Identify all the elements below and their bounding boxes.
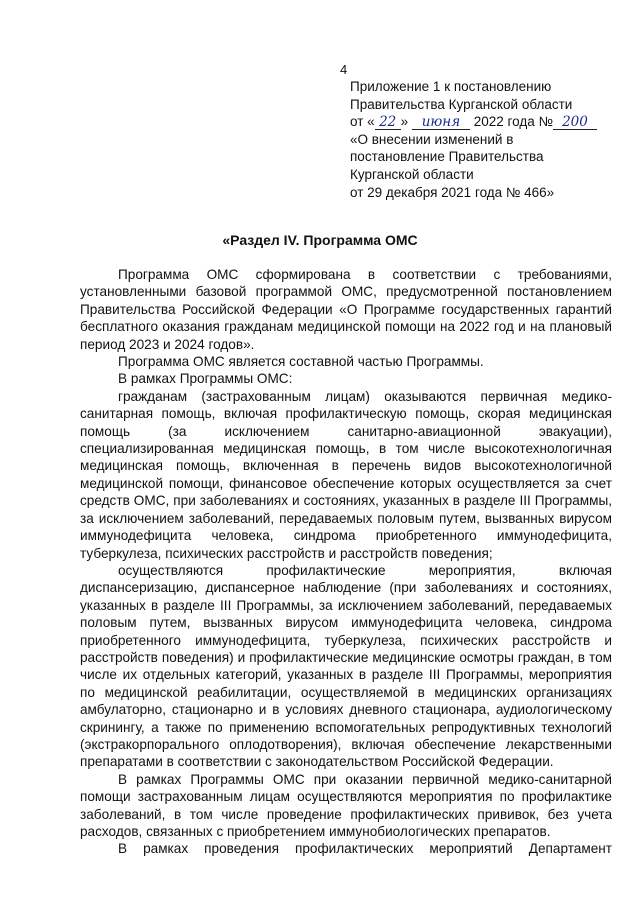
appendix-line-2: Правительства Курганской области [350, 96, 573, 112]
paragraph: В рамках Программы ОМС при оказании первичной медико-санитарной помощи застрахованным лицам осуществляются мероприятия по профилактике заболеваний, в том числе проведение профилактических прививок, без учета расходов, связанных с приобретением иммунобиологических препаратов. [80, 771, 612, 839]
appendix-line-4: «О внесении изменений в [350, 131, 514, 147]
date-mid: » [400, 114, 409, 130]
handwritten-month: июня [412, 116, 470, 130]
appendix-header [350, 78, 610, 201]
paragraph: осуществляются профилактические мероприятия, включая диспансеризацию, диспансерное наблюдение (при заболеваниях и состояниях, указанных в разделе III Программы, за исключением заболеваний, передаваемых половым путем, вызванных вирусом иммунодефицита человека, синдрома приобретенного иммунодефицита, туберкулеза, психических расстройств и расстройств поведения) и профилактические медицинские осмотры граждан, в том числе их отдельных категорий, указанных в разделе III Программы, мероприятия по медицинской реабилитации, осуществляемой в медицинских организациях амбулаторно, стационарно и в условиях дневного стационара, аудиологическому скринингу, а также по применению вспомогательных репродуктивных технологий (экстракорпорального оплодотворения), включая обеспечение лекарственными препаратами в соответствии с законодательством Российской Федерации. [80, 562, 612, 770]
paragraph: Программа ОМС сформирована в соответствии с требованиями, установленными базовой программой ОМС, предусмотренной постановлением Правительства Российской Федерации «О Программе государственных гарантий бесплатного оказания гражданам медицинской помощи на 2022 год и на плановый период 2023 и 2024 годов». [80, 267, 612, 352]
section-title: «Раздел IV. Программа ОМС [222, 232, 418, 248]
paragraph: В рамках проведения профилактических мероприятий Департамент [118, 841, 612, 857]
handwritten-day: 22 [375, 116, 401, 130]
appendix-line-7: от 29 декабря 2021 года № 466» [350, 184, 555, 200]
date-year: 2022 года № [473, 114, 553, 130]
appendix-line-5: постановление Правительства [350, 149, 544, 165]
appendix-line-6: Курганской области [350, 166, 474, 182]
appendix-date-line [350, 113, 610, 131]
paragraph: Программа ОМС является составной частью Программы. [118, 354, 484, 370]
page-number: 4 [340, 62, 348, 77]
handwritten-number: 200 [553, 116, 597, 130]
paragraph: гражданам (застрахованным лицам) оказываются первичная медико-санитарная помощь, включая профилактическую помощь, скорая медицинская помощь (за исключением санитарно-авиационной эвакуации), специализированная медицинская помощь, в том числе высокотехнологичная медицинская помощь, включенная в перечень видов высокотехнологичной медицинской помощи, финансовое обеспечение которых осуществляется за счет средств ОМС, при заболеваниях и состояниях, указанных в разделе III Программы, за исключением заболеваний, передаваемых половым путем, вызванных вирусом иммунодефицита человека, синдрома приобретенного иммунодефицита, туберкулеза, психических расстройств и расстройств поведения; [80, 388, 612, 561]
date-prefix: от « [350, 114, 375, 130]
appendix-line-1: Приложение 1 к постановлению [350, 79, 552, 94]
paragraph: В рамках Программы ОМС: [118, 371, 293, 387]
body-text [80, 266, 612, 858]
